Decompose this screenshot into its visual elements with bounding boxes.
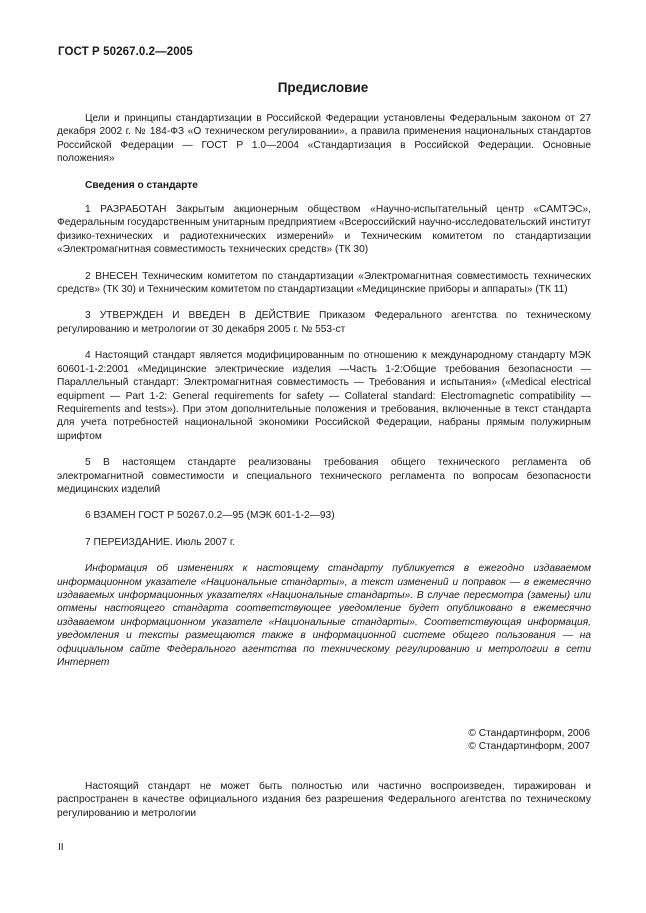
item-7: 7 ПЕРЕИЗДАНИЕ. Июль 2007 г. <box>85 536 236 548</box>
item-4: 4 Настоящий стандарт является модифицированным по отношению к международному стандарту МЭК 60601-1-2:2001 «Медицинские электрические изделия —Часть 1-2:Общие требования безопасности — Параллельный стандарт: Электромагнитная совместимость — Требования и испытания» («Medical electrical equipment — Part 1-2: General requirements for safety — Collateral standard: Electromagnetic compatibility —Requirements and tests»). При этом дополнительные положения и требования, включенные в текст стандарта для учета потребностей национальной экономики Российской Федерации, набраны прямым полужирным шрифтом <box>57 350 591 442</box>
item-6: 6 ВЗАМЕН ГОСТ Р 50267.0.2—95 (МЭК 601-1-2—93) <box>85 510 335 522</box>
item-5: 5 В настоящем стандарте реализованы требования общего технического регламента об электромагнитной совместимости и специального технического регламента по вопросам безопасности медицинских изделий <box>57 457 591 495</box>
item-3: 3 УТВЕРЖДЕН И ВВЕДЕН В ДЕЙСТВИЕ Приказом Федерального агентства по техническому регулированию и метрологии от 30 декабря 2005 г. № 553-ст <box>57 310 591 335</box>
subheading: Сведения о стандарте <box>85 179 198 191</box>
intro-paragraph: Цели и принципы стандартизации в Российской Федерации установлены Федеральным законом от 27 декабря 2002 г. № 184-ФЗ «О техническом регулировании», а правила применения национальных стандартов Российской Федерации — ГОСТ Р 1.0—2004 «Стандартизация в Российской Федерации. Основные положения» <box>57 113 591 165</box>
standard-code-header: ГОСТ Р 50267.0.2—2005 <box>58 46 193 58</box>
copyright-block <box>468 727 590 754</box>
item-1: 1 РАЗРАБОТАН Закрытым акционерным обществом «Научно-испытательный центр «САМТЭС», Федеральным государственным унитарным предприятием «Всероссийский научно-исследовательский институт физико-технических и радиотехнических измерений» и Техническим комитетом по стандартизации «Электромагнитная совместимость технических средств» (ТК 30) <box>57 204 591 256</box>
info-notice: Информация об изменениях к настоящему стандарту публикуется в ежегодно издаваемом информационном указателе «Национальные стандарты», а текст изменений и поправок — в ежемесячно издаваемых информационных указателях «Национальные стандарты». В случае пересмотра (замены) или отмены настоящего стандарта соответствующее уведомление будет опубликовано в ежемесячно издаваемом информационном указателе «Национальные стандарты». Соответствующая информация, уведомления и тексты размещаются также в информационной системе общего пользования — на официальном сайте Федерального агентства по техническому регулированию и метрологии в сети Интернет <box>57 563 591 668</box>
reproduction-notice: Настоящий стандарт не может быть полностью или частично воспроизведен, тиражирован и распространен в качестве официального издания без разрешения Федерального агентства по техническому регулированию и метрологии <box>57 781 591 819</box>
preface-body <box>57 112 591 682</box>
page-number: II <box>58 842 64 853</box>
page-title: Предисловие <box>277 80 369 95</box>
copyright-line: © Стандартинформ, 2007 <box>468 741 590 753</box>
copyright-line: © Стандартинформ, 2006 <box>468 728 590 739</box>
item-2: 2 ВНЕСЕН Техническим комитетом по стандартизации «Электромагнитная совместимость технических средств» (ТК 30) и Техническим комитетом по стандартизации «Медицинские приборы и аппараты» (ТК 11) <box>57 270 591 296</box>
